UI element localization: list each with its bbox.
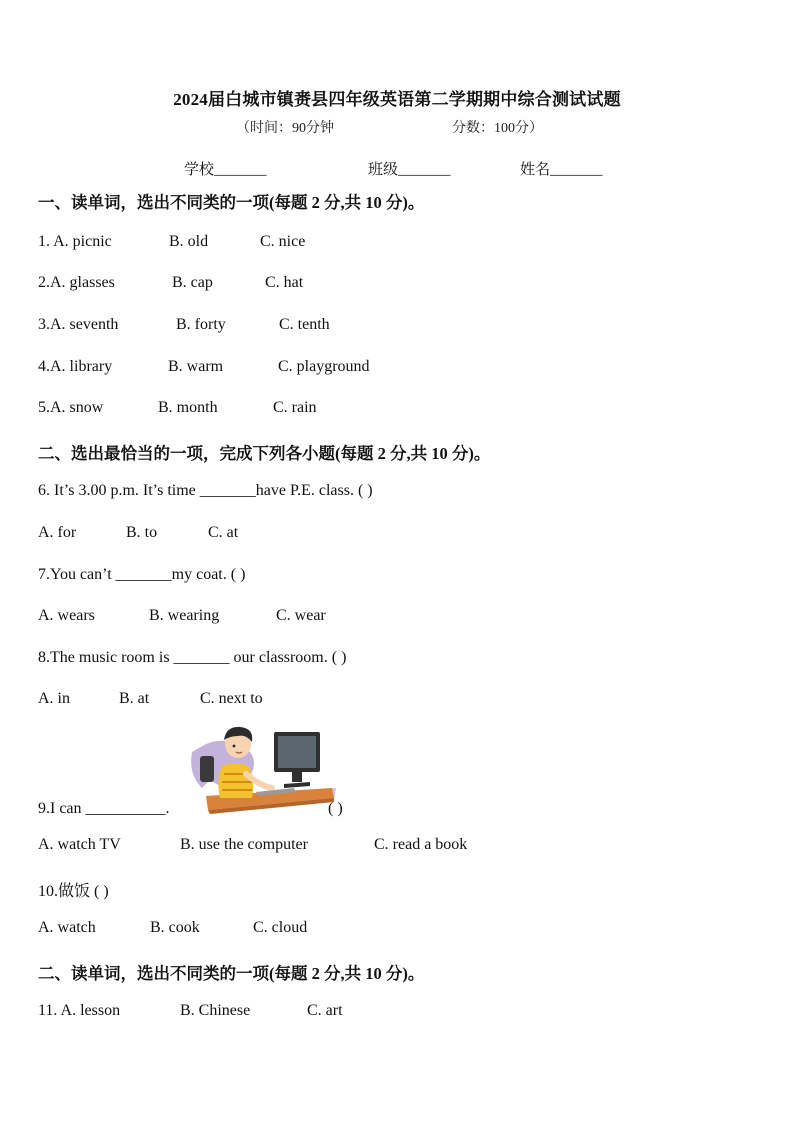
question-1 <box>38 233 306 251</box>
school-field: 学校_______ <box>184 162 267 178</box>
question-8-options <box>38 690 263 708</box>
page-title: 2024届白城市镇赉县四年级英语第二学期期中综合测试试题 <box>173 90 621 109</box>
option-b: B. month <box>158 399 218 416</box>
question-3 <box>38 316 330 334</box>
question-7-stem: 7.You can’t _______my coat. ( ) <box>38 566 246 583</box>
section-heading-3: 二、读单词，选出不同类的一项(每题 2 分,共 10 分)。 <box>38 964 425 983</box>
option-a: 4.A. library <box>38 358 113 375</box>
option-c: C. wear <box>276 607 326 624</box>
option-c: C. hat <box>265 274 304 291</box>
option-b: B. Chinese <box>180 1002 251 1019</box>
option-a: A. watch <box>38 919 96 936</box>
option-b: B. cap <box>172 274 213 291</box>
option-c: C. rain <box>273 399 317 416</box>
option-c: C. next to <box>200 690 263 707</box>
question-9-stem: 9.I can __________. <box>38 800 170 817</box>
question-9-answer-paren: ( ) <box>328 800 343 817</box>
option-b: B. old <box>169 233 209 250</box>
option-a: A. in <box>38 690 70 707</box>
option-c: C. at <box>208 524 239 541</box>
section-heading-2: 二、选出最恰当的一项，完成下列各小题(每题 2 分,共 10 分)。 <box>38 444 491 463</box>
question-11 <box>38 1002 343 1020</box>
option-a: 2.A. glasses <box>38 274 115 291</box>
section-heading-1: 一、读单词，选出不同类的一项(每题 2 分,共 10 分)。 <box>38 193 425 212</box>
option-c: C. cloud <box>253 919 308 936</box>
question-9-options <box>38 836 468 854</box>
option-a: 11. A. lesson <box>38 1002 121 1019</box>
name-field: 姓名_______ <box>520 162 603 178</box>
option-c: C. art <box>307 1002 343 1019</box>
option-a: 1. A. picnic <box>38 233 112 250</box>
option-c: C. read a book <box>374 836 468 853</box>
option-c: C. tenth <box>279 316 330 333</box>
option-b: B. at <box>119 690 150 707</box>
option-b: B. to <box>126 524 158 541</box>
class-field: 班级_______ <box>368 162 451 178</box>
question-5 <box>38 399 317 417</box>
option-b: B. forty <box>176 316 226 333</box>
option-a: 5.A. snow <box>38 399 104 416</box>
option-b: B. wearing <box>149 607 220 624</box>
question-2 <box>38 274 304 292</box>
option-a: 3.A. seventh <box>38 316 119 333</box>
option-a: A. wears <box>38 607 95 624</box>
question-6-stem: 6. It’s 3.00 p.m. It’s time _______have P.E. class. ( ) <box>38 482 373 499</box>
question-10-stem: 10.做饭 ( ) <box>38 883 109 900</box>
exam-time: （时间：90分钟 <box>236 121 334 136</box>
option-c: C. playground <box>278 358 370 375</box>
question-6-options <box>38 524 239 542</box>
boy-using-computer-illustration <box>186 722 336 814</box>
option-a: A. watch TV <box>38 836 121 853</box>
question-4 <box>38 358 370 376</box>
question-7-options <box>38 607 326 625</box>
option-b: B. warm <box>168 358 224 375</box>
question-8-stem: 8.The music room is _______ our classroom. ( ) <box>38 649 347 666</box>
option-b: B. cook <box>150 919 200 936</box>
exam-score: 分数：100分） <box>452 121 543 136</box>
option-c: C. nice <box>260 233 306 250</box>
question-10-options <box>38 919 308 937</box>
option-a: A. for <box>38 524 77 541</box>
option-b: B. use the computer <box>180 836 308 853</box>
